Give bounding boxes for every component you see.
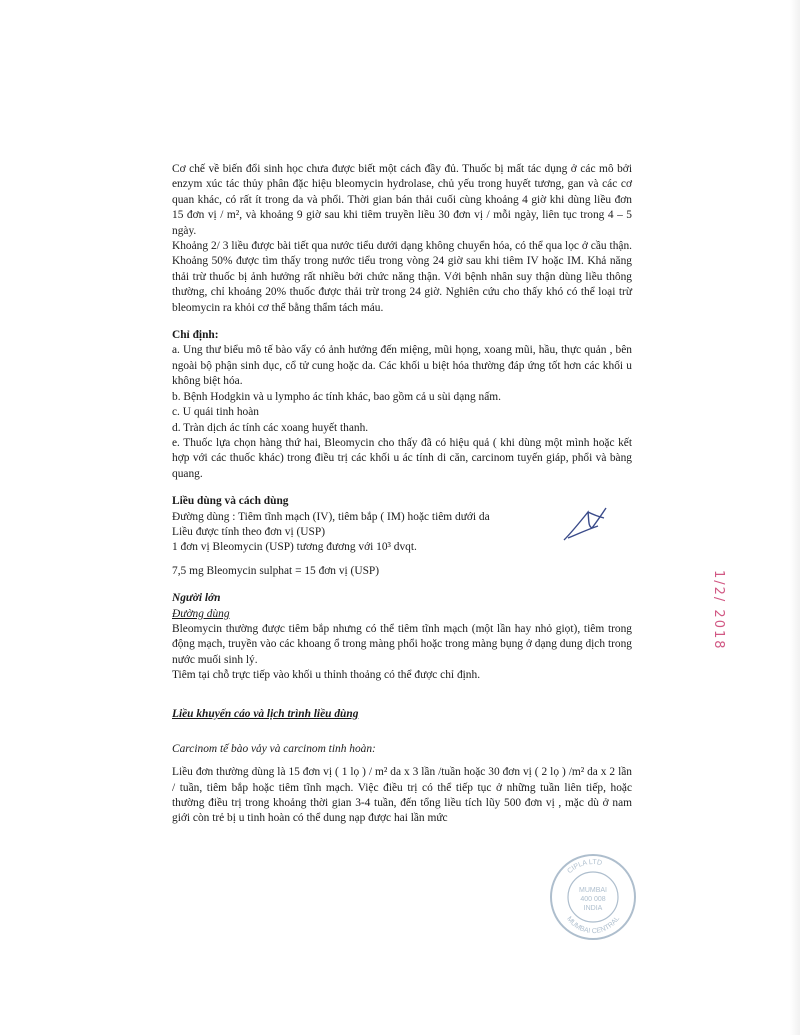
dosage-unit: Liều được tính theo đơn vị (USP) <box>172 525 325 538</box>
adults-route-subheading: Đường dùng <box>172 607 230 620</box>
seal-line-2: 400 008 <box>580 896 606 903</box>
indications-list <box>172 343 632 482</box>
schedule-heading: Liều khuyến cáo và lịch trình liều dùng <box>172 707 359 720</box>
seal-bottom-text: MUMBAI CENTRAL <box>565 915 622 936</box>
paragraph-excretion: Khoảng 2/ 3 liều được bài tiết qua nước tiểu dưới dạng không chuyển hóa, có thể qua lọc ở cầu thận. Khoảng 50% được tìm thấy trong nước tiểu trong vòng 24 giờ sau khi tiêm IV hoặc IM. Khả năng thải trừ thuốc bị ảnh hưởng rất nhiều bởi chức năng thận. Với bệnh nhân suy thận dùng liều thông thường, chỉ khoảng 20% thuốc được thải trừ trong 24 giờ. Nghiên cứu cho thấy khó có thể loại trừ bleomycin ra khỏi cơ thể bằng thẩm tách máu. <box>172 240 632 314</box>
schedule-section <box>172 765 632 827</box>
seal-top-text: CIPLA LTD <box>566 858 603 876</box>
adults-route-text: Bleomycin thường được tiêm bắp nhưng có thể tiêm tĩnh mạch (một lần hay nhỏ giọt), tiêm trong động mạch, truyền vào các khoang ổ trong màng phổi hoặc trong màng bụng ở dạng dung dịch trong nước muối sinh lý. <box>172 622 632 666</box>
dosage-route: Đường dùng : Tiêm tĩnh mạch (IV), tiêm bắp ( IM) hoặc tiêm dưới da <box>172 510 490 523</box>
dosage-sulphate: 7,5 mg Bleomycin sulphat = 15 đơn vị (USP) <box>172 564 380 577</box>
paragraph-metabolism: Cơ chế về biến đổi sinh học chưa được biết một cách đầy đủ. Thuốc bị mất tác dụng ở các mô bởi enzym xúc tác thủy phân đặc hiệu bleomycin hydrolase, chủ yếu trong huyết tương, gan và các cơ quan khác, có rất ít trong da và phổi. Thời gian bán thải cuối cùng khoảng 4 giờ khi dùng liều đơn 15 đơn vị / m², và khoảng 9 giờ sau khi tiêm truyền liều 30 đơn vị / mỗi ngày, liên tục trong 4 – 5 ngày. <box>172 163 632 237</box>
pharmacokinetics-section <box>172 162 632 316</box>
side-stamp-text: 1/2/ 2018 <box>711 570 726 651</box>
adults-section <box>172 622 632 684</box>
side-handwritten-stamp <box>700 570 730 720</box>
schedule-text: Liều đơn thường dùng là 15 đơn vị ( 1 lọ ) / m² da x 3 lần /tuần hoặc 30 đơn vị ( 2 lọ ) /m² da x 2 lần / tuần, tiêm bắp hoặc tiêm tĩnh mạch. Việc điều trị có thể tiếp tục ở những tuần liên tiếp, hoặc thường điều trị trong khoảng thời gian 3-4 tuần, đến tổng liều tích lũy 500 đơn vị , mặc dù ở nam giới còn trẻ bị u tinh hoàn có thể dung nạp được hai lần mức <box>172 766 632 825</box>
dosage-equivalence: 1 đơn vị Bleomycin (USP) tương đương với 10³ dvqt. <box>172 541 417 554</box>
seal-line-1: MUMBAI <box>579 887 607 894</box>
indication-item: e. Thuốc lựa chọn hàng thứ hai, Bleomycin cho thấy đã có hiệu quả ( khi dùng một mình hoặc kết hợp với các thuốc khác) trong điều trị các khối u ác tính di căn, carcinom tuyến giáp, phổi và bàng quang. <box>172 436 632 480</box>
svg-text:MUMBAI CENTRAL <box>565 915 621 935</box>
signature-mark <box>558 498 610 548</box>
dosage-heading: Liều dùng và cách dùng <box>172 495 289 508</box>
indication-item: b. Bệnh Hodgkin và u lympho ác tính khác, bao gồm cả u sùi dạng nấm. <box>172 390 501 403</box>
page-edge-shadow <box>790 0 800 1035</box>
document-body <box>172 162 632 827</box>
indication-item: d. Tràn dịch ác tính các xoang huyết thanh. <box>172 421 369 434</box>
indication-item: c. U quái tinh hoàn <box>172 406 259 419</box>
indications-heading: Chỉ định: <box>172 329 219 342</box>
indication-item: a. Ung thư biểu mô tế bào vẩy có ảnh hưởng đến miệng, mũi họng, xoang mũi, hầu, thực quản , bên ngoài bộ phận sinh dục, cổ tử cung hoặc da. Các khối u biệt hóa thường đáp ứng tốt hơn các khối u không biệt hóa. <box>172 344 632 388</box>
cipla-seal-stamp <box>548 852 638 942</box>
schedule-subheading: Carcinom tế bào vảy và carcinom tinh hoàn: <box>172 742 376 755</box>
seal-line-3: INDIA <box>583 905 603 912</box>
adults-heading: Người lớn <box>172 592 221 605</box>
adults-local-injection: Tiêm tại chỗ trực tiếp vào khối u thỉnh thoảng có thể được chỉ định. <box>172 669 481 682</box>
